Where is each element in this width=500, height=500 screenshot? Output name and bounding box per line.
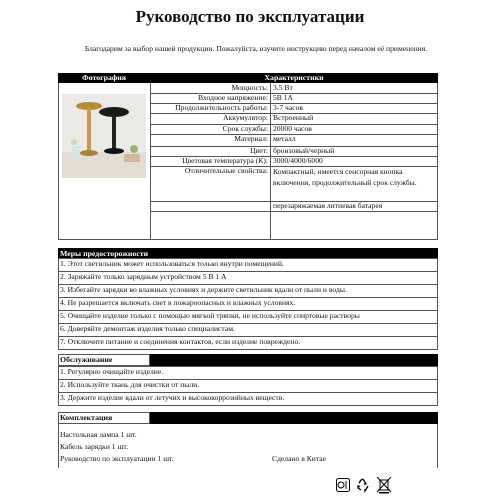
spec-label: Материал: xyxy=(234,134,268,143)
spec-value: 3-7 часов xyxy=(273,103,303,112)
maintenance-section xyxy=(58,350,438,406)
spec-label: Цвет: xyxy=(250,146,268,155)
specs-header: Характеристики xyxy=(264,73,324,82)
spec-table-header xyxy=(58,73,438,83)
package-item: Руководство по эксплуатации 1 шт. xyxy=(60,454,174,463)
spec-value: Компактный, имеется сенсорная кнопка включения, продолжительный срок службы. xyxy=(273,167,417,187)
package-item: Кабель зарядки 1 шт. xyxy=(60,442,128,451)
list-item: 1. Регулярно очищайте изделие. xyxy=(60,367,164,376)
list-item: 5. Очищайте изделие только с помощью мягкой тряпки, не используйте спиртовые растворы xyxy=(60,311,360,320)
list-item: 6. Доверяйте демонтаж изделия только специалистам. xyxy=(60,324,235,333)
list-item: 4. Не разрешается включать свет в пожароопасных и влажных условиях. xyxy=(60,298,296,307)
product-photo xyxy=(62,94,146,178)
spec-value: металл xyxy=(273,134,296,143)
list-item: 3. Избегайте зарядки во влажных условиях и держите светильник вдали от пыли и воды. xyxy=(60,285,347,294)
spec-label xyxy=(150,201,270,211)
list-item: 2. Используйте ткань для очистки от пыли. xyxy=(60,380,200,389)
spec-label: Срок службы: xyxy=(222,124,268,133)
tableware-icon xyxy=(336,478,350,492)
precautions-section xyxy=(58,240,438,350)
spec-value: 3.5 Вт xyxy=(273,83,293,92)
list-item: 2. Заряжайте только зарядным устройством 5 В 1 А xyxy=(60,272,227,281)
maintenance-title: Обслуживание xyxy=(60,355,113,364)
spec-value: 5В 1А xyxy=(273,93,294,102)
list-item: 3. Держите изделие вдали от летучих и высококоррозийных веществ. xyxy=(60,393,285,402)
spec-label: Входное напряжение: xyxy=(198,93,268,102)
spec-table xyxy=(58,73,438,240)
spec-value: Встроенный xyxy=(273,113,314,122)
intro-text: Благодарим за выбор нашей продукции. Пожалуйста, изучите инструкцию перед началом её применения. xyxy=(84,44,428,53)
photo-header: Фотография xyxy=(82,73,126,82)
package-item: Настольная лампа 1 шт. xyxy=(60,430,137,439)
made-in-label: Сделано в Китае xyxy=(272,454,326,463)
page-title: Руководство по эксплуатации xyxy=(135,7,365,26)
list-item: 1. Этот светильник может использоваться только внутри помещений. xyxy=(60,259,284,268)
spec-value: перезаряжаемая литиевая батарея xyxy=(273,201,383,210)
spec-label: Мощность: xyxy=(231,83,268,92)
spec-value: 20000 часов xyxy=(273,124,312,133)
spec-value: бронзовый/черный xyxy=(273,146,335,155)
spec-value: 3000/4000/6000 xyxy=(273,156,323,165)
list-item: 7. Отключите питание и соединения контактов, если изделие повреждено. xyxy=(60,337,301,346)
package-title: Комплектация xyxy=(60,413,113,422)
recycle-icon xyxy=(355,477,371,493)
spec-label: Цветовая температура (К): xyxy=(182,156,268,165)
spec-label: Продолжительность работы: xyxy=(175,103,268,112)
precautions-title: Меры предосторожности xyxy=(60,249,149,258)
weee-bin-icon xyxy=(376,476,392,494)
spec-label: Аккумулятор: xyxy=(223,113,268,122)
spec-label: Отличительные свойства: xyxy=(184,166,268,175)
package-section xyxy=(58,412,438,468)
